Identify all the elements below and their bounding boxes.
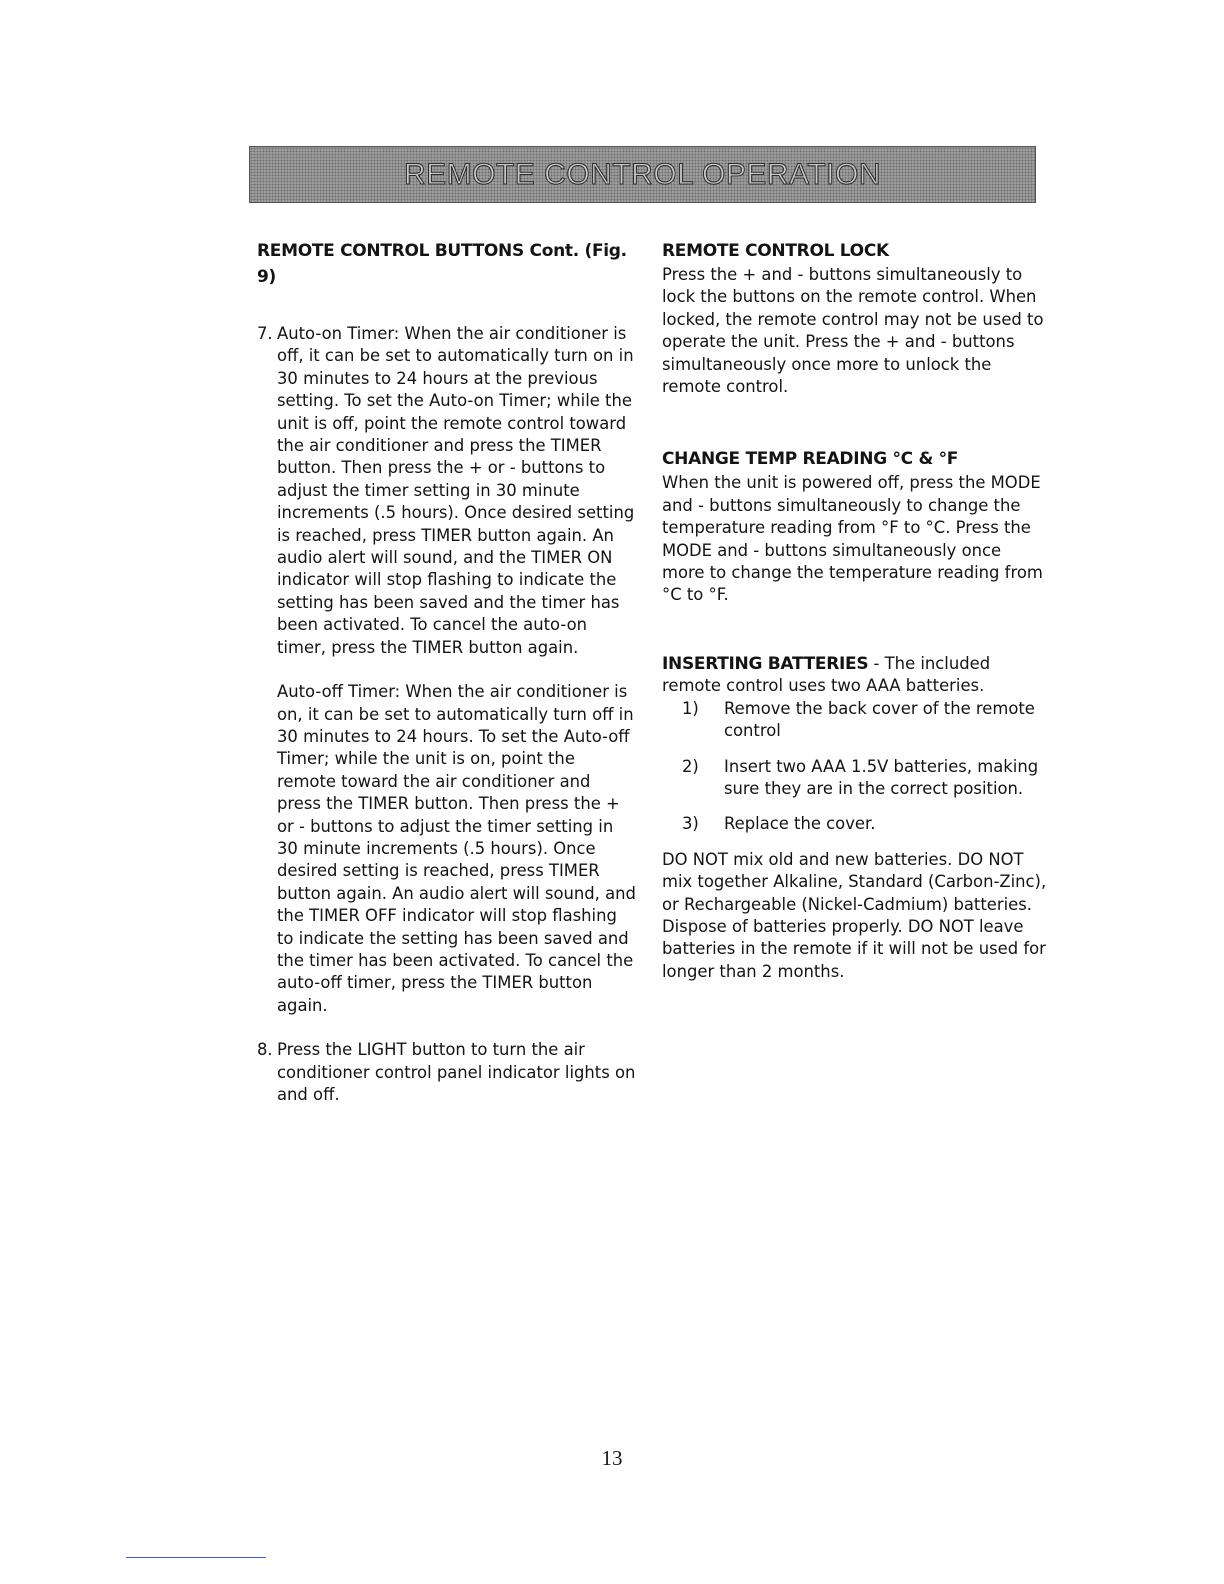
batteries-heading: INSERTING BATTERIES [662,653,869,674]
step-text: Insert two AAA 1.5V batteries, making sure they are in the correct position. [724,756,1039,798]
list-item [662,756,1047,801]
list-item [662,698,1047,743]
section-banner [249,146,1036,203]
battery-steps [662,698,1047,836]
item-7-number: 7. [257,324,273,343]
left-column [257,238,637,1106]
change-temp-text: When the unit is powered off, press the MODE and - buttons simultaneously to change the temperature reading from °F to °C. Press the MODE and - buttons simultaneously once more to change the temperature reading from °C to °F. [662,473,1043,605]
auto-off-timer-text: Auto-off Timer: When the air conditioner is on, it can be set to automatically turn off in 30 minutes to 24 hours. To set the Auto-off Timer; while the unit is on, point the remote toward the air conditioner and press the TIMER button. Then press the + or - buttons to adjust the timer setting in 30 minute increments (.5 hours). Once desired setting is reached, press TIMER button again. An audio alert will sound, and the TIMER OFF indicator will stop flashing to indicate the setting has been saved and the timer has been activated. To cancel the auto-off timer, press the TIMER button again. [277,682,636,1015]
bottom-rule [126,1557,266,1558]
step-text: Remove the back cover of the remote control [724,698,1035,741]
change-temp-heading: CHANGE TEMP READING °C & °F [662,449,959,470]
item-7-text: Auto-on Timer: When the air conditioner is off, it can be set to automatically turn on in 30 minutes to 24 hours at the previous setting. To set the Auto-on Timer; while the unit is off, point the remote control toward the air conditioner and press the TIMER button. Then press the + or - buttons to adjust the timer setting in 30 minute increments (.5 hours). Once desired setting is reached, press TIMER button again. An audio alert will sound, and the TIMER ON indicator will stop flashing to indicate the setting has been saved and the timer has been activated. To cancel the auto-on timer, press the TIMER button again. [277,324,635,657]
right-column [662,238,1047,983]
item-8-light-button [257,1039,637,1106]
item-8-number: 8. [257,1040,273,1060]
step-number: 1) [682,698,699,718]
remote-buttons-heading: REMOTE CONTROL BUTTONS Cont. (Fig. 9) [257,241,627,287]
page-number: 13 [601,1446,623,1470]
step-number: 3) [682,814,699,834]
remote-lock-heading: REMOTE CONTROL LOCK [662,241,889,261]
batteries-intro-text: - The included remote control uses two AAA batteries. [662,653,991,696]
step-number: 2) [682,756,699,776]
item-8-text: Press the LIGHT button to turn the air conditioner control panel indicator lights on and off. [277,1040,636,1104]
list-item [662,813,1047,835]
banner-title: REMOTE CONTROL OPERATION [403,157,882,191]
step-text: Replace the cover. [724,814,876,834]
item-7-auto-on-timer [257,323,637,659]
remote-lock-text: Press the + and - buttons simultaneously to lock the buttons on the remote control. When locked, the remote control may not be used to operate the unit. Press the + and - buttons simultaneously once more to unlock the remote control. [662,265,1044,397]
batteries-intro [662,653,1047,698]
battery-warning-text: DO NOT mix old and new batteries. DO NOT mix together Alkaline, Standard (Carbon-Zinc), or Rechargeable (Nickel-Cadmium) batteries. Dispose of batteries properly. DO NOT leave batteries in the remote if it will not be used for longer than 2 months. [662,849,1047,981]
